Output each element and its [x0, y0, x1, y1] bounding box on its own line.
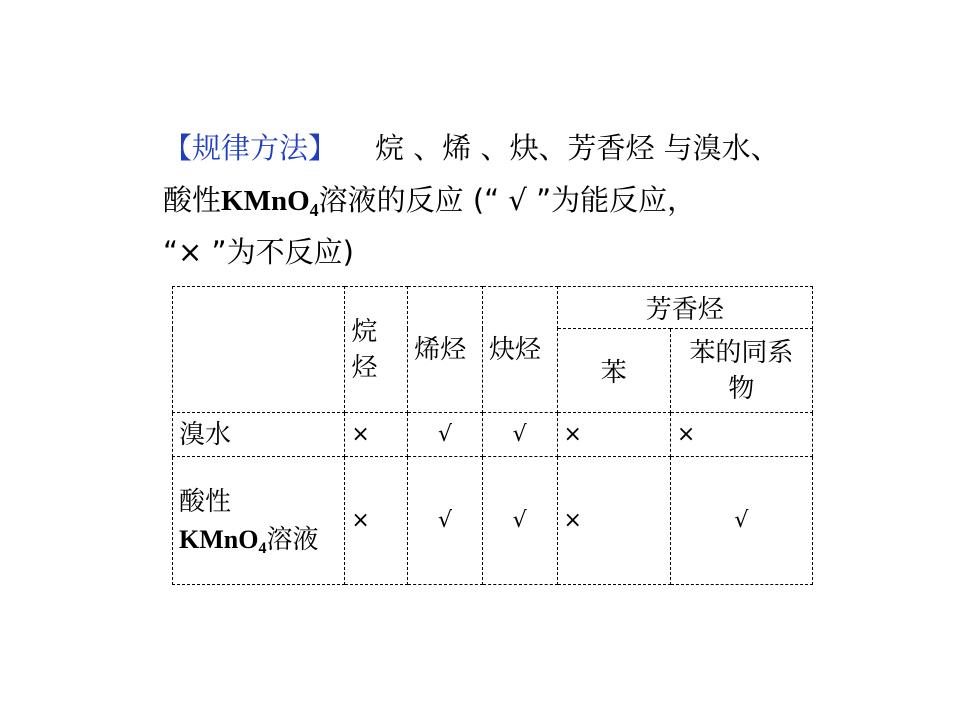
kmno4-formula: KMnO$_4$: [221, 185, 319, 220]
intro-line-2-pre: 酸性: [163, 183, 222, 217]
cell-bromine-alkane: ×: [345, 413, 408, 457]
cell-kmno4-benzene: ×: [557, 457, 670, 585]
header-alkene: 烯烃: [408, 287, 483, 413]
header-alkyne: 炔烃: [482, 287, 557, 413]
table-row: [173, 457, 813, 585]
header-benzene-homolog: 苯的同系物: [670, 329, 812, 413]
cell-kmno4-homolog: √: [670, 457, 812, 585]
header-aromatic: 芳香烃: [557, 287, 812, 329]
intro-text: [163, 122, 843, 278]
intro-line-2: [163, 174, 843, 226]
header-benzene: 苯: [557, 329, 670, 413]
cell-bromine-benzene: ×: [557, 413, 670, 457]
intro-line-3: [163, 226, 843, 278]
cell-bromine-alkene: √: [408, 413, 483, 457]
header-alkane: 烷烃: [345, 287, 408, 413]
intro-line-1-text: 烷 、烯 、炔、芳香烃 与溴水、: [375, 131, 780, 165]
row-label-bromine-water: 溴水: [173, 413, 345, 457]
intro-line-1: [163, 122, 843, 174]
cell-bromine-homolog: ×: [670, 413, 812, 457]
table-row: [173, 413, 813, 457]
intro-line-3-text: “× ”为不反应): [163, 235, 354, 269]
row-label-kmno4-post: 溶液: [266, 524, 319, 555]
row-label-kmno4: 酸性 KMnO$_4$溶液: [173, 457, 345, 585]
cell-kmno4-alkene: √: [408, 457, 483, 585]
kmno4-formula-cell: KMnO$_4$: [179, 524, 267, 557]
table-header-row-1: [173, 287, 813, 329]
cell-kmno4-alkyne: √: [482, 457, 557, 585]
section-heading: 【规律方法】: [163, 131, 338, 165]
cell-bromine-alkyne: √: [482, 413, 557, 457]
table-corner-cell: [173, 287, 345, 413]
intro-line-2-post: 溶液的反应 (“ √ ”为能反应，: [318, 183, 697, 217]
cell-kmno4-alkane: ×: [345, 457, 408, 585]
reaction-table: [172, 286, 813, 585]
